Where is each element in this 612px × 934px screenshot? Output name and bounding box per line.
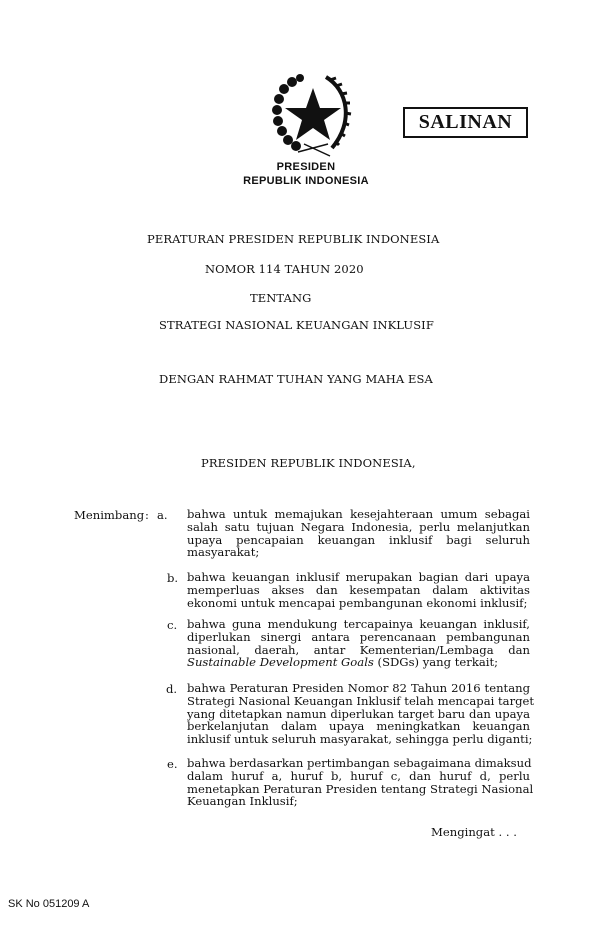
item-line: bahwa untuk memajukan kesejahteraan umum sebagai [187,507,530,521]
institution-line2: REPUBLIK INDONESIA [243,175,369,187]
item-line: bahwa berdasarkan pertimbangan sebagaimana dimaksud [187,756,532,770]
invocation: DENGAN RAHMAT TUHAN YANG MAHA ESA [159,372,433,386]
item-line: nasional, daerah, antar Kementerian/Lembaga dan [187,642,530,657]
item-letter: a. [157,508,168,522]
item-letter: c. [167,618,178,632]
issuer: PRESIDEN REPUBLIK INDONESIA, [201,456,416,470]
institution-line1: PRESIDEN [276,161,336,173]
item-line: Strategi Nasional Keuangan Inklusif telah mencapai target [187,693,535,708]
item-line [187,656,530,669]
italic-term: Sustainable Development Goals [187,655,374,670]
item-line: diperlukan sinergi antara perencanaan pembangunan [187,629,530,644]
item-line: Keuangan Inklusif; [187,794,298,809]
item-line: upaya pencapaian keuangan inklusif bagi seluruh [187,532,530,547]
item-line: salah satu tujuan Negara Indonesia, perlu melanjutkan [187,519,530,534]
continuation-marker: Mengingat . . . [431,825,517,839]
regulation-subject: STRATEGI NASIONAL KEUANGAN INKLUSIF [159,318,434,332]
considering-colon: : [145,508,149,522]
item-line: bahwa keuangan inklusif merupakan bagian dari upaya [187,570,530,584]
item-line-tail: (SDGs) yang terkait; [373,655,499,670]
regulation-title: PERATURAN PRESIDEN REPUBLIK INDONESIA [147,232,440,246]
regulation-number: NOMOR 114 TAHUN 2020 [205,262,364,276]
considering-label: Menimbang [74,508,145,522]
item-line: dalam huruf a, huruf b, huruf c, dan huruf d, perlu [187,768,530,783]
item-line: memperluas akses dan kesempatan dalam aktivitas [187,582,530,597]
item-line: yang ditetapkan namun diperlukan target baru dan upaya [187,706,530,721]
item-line: bahwa Peraturan Presiden Nomor 82 Tahun 2016 tentang [187,681,530,695]
item-line: berkelanjutan dalam upaya meningkatkan keuangan [187,719,530,734]
item-line: menetapkan Peraturan Presiden tentang Strategi Nasional [187,781,534,796]
item-line: masyarakat; [187,545,260,560]
item-letter: e. [167,757,178,771]
salinan-stamp: SALINAN [403,107,528,138]
item-line: bahwa guna mendukung tercapainya keuangan inklusif, [187,617,530,631]
presidential-emblem [270,72,356,162]
item-letter: b. [167,571,179,585]
item-letter: d. [166,682,178,696]
document-code: SK No 051209 A [8,898,90,910]
about-label: TENTANG [250,291,312,305]
item-line: inklusif untuk seluruh masyarakat, sehingga perlu diganti; [187,732,533,747]
item-line: ekonomi untuk mencapai pembangunan ekonomi inklusif; [187,595,528,610]
